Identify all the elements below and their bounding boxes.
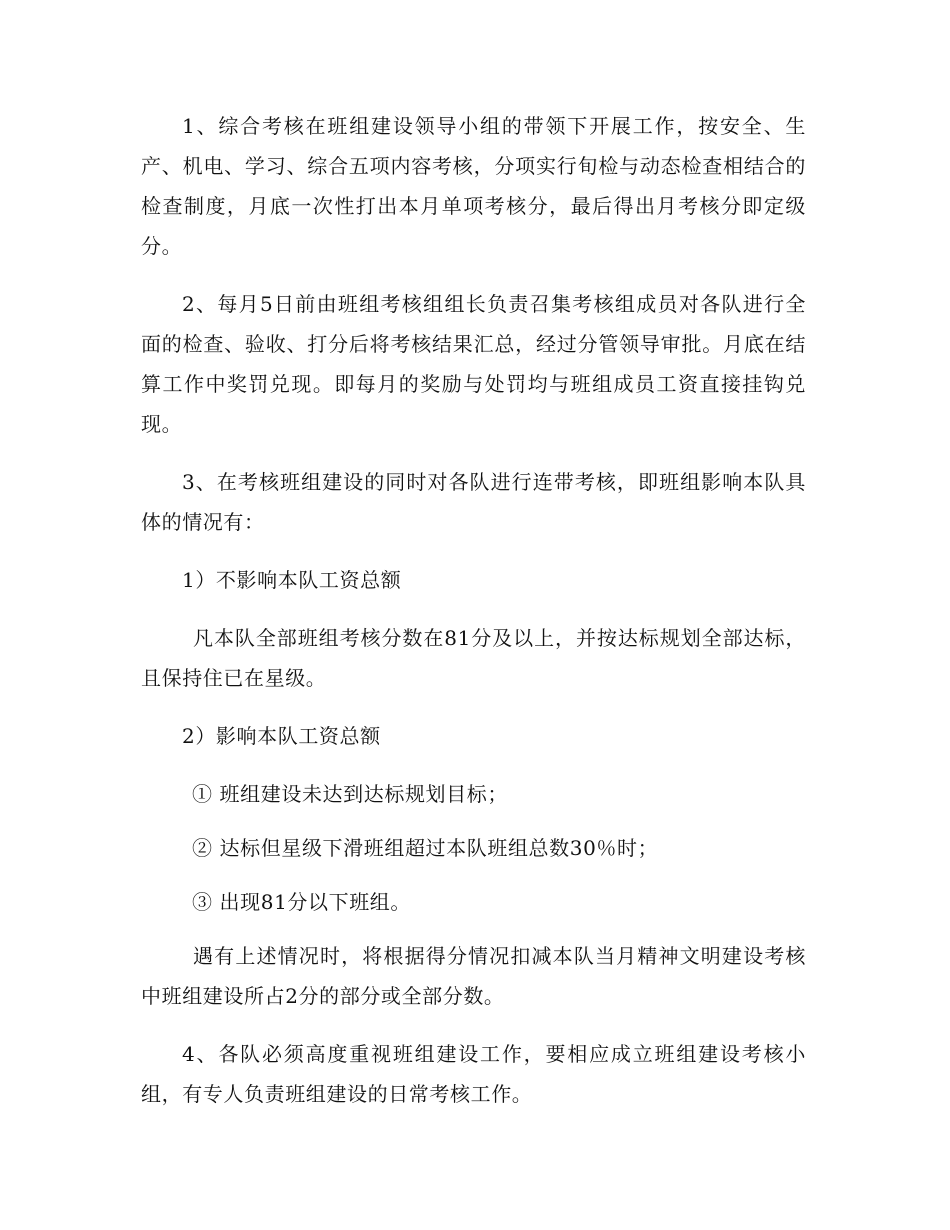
- paragraph-4: 4、各队必须高度重视班组建设工作，要相应成立班组建设考核小组，有专人负责班组建设的日常考核工作。: [141, 1042, 806, 1106]
- paragraph-1: 1、综合考核在班组建设领导小组的带领下开展工作，按安全、生产、机电、学习、综合五项内容考核，分项实行旬检与动态检查相结合的检查制度，月底一次性打出本月单项考核分，最后得出月考核分即定级分。: [141, 114, 806, 258]
- paragraph-2: 2、每月5日前由班组考核组组长负责召集考核组成员对各队进行全面的检查、验收、打分后将考核结果汇总，经过分管领导审批。月底在结算工作中奖罚兑现。即每月的奖励与处罚均与班组成员工资直接挂钩兑现。: [141, 292, 806, 436]
- subheading-2: 2）影响本队工资总额: [182, 724, 381, 748]
- paragraph-deduction: 遇有上述情况时，将根据得分情况扣减本队当月精神文明建设考核中班组建设所占2分的部分或全部分数。: [141, 944, 806, 1008]
- list-item-1: ① 班组建设未达到达标规划目标；: [192, 782, 508, 806]
- subheading-1: 1）不影响本队工资总额: [182, 568, 402, 592]
- list-item-3: ③ 出现81分以下班组。: [192, 890, 412, 914]
- paragraph-3: 3、在考核班组建设的同时对各队进行连带考核，即班组影响本队具体的情况有：: [141, 470, 806, 534]
- document-body: [141, 106, 806, 1132]
- paragraph-condition-1: 凡本队全部班组考核分数在81分及以上，并按达标规划全部达标，且保持住已在星级。: [141, 626, 806, 690]
- list-item-2: ② 达标但星级下滑班组超过本队班组总数30％时；: [192, 836, 659, 860]
